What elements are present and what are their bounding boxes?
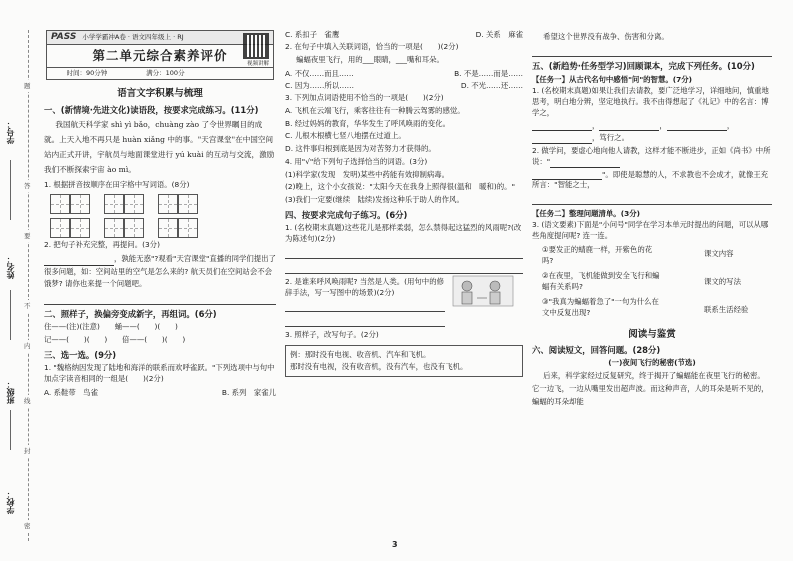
option-a[interactable]: A. 不仅……而且……: [285, 68, 354, 78]
student-id-label: 学号：: [6, 120, 15, 144]
q3-1-prompt: 1. "魏格纳因发现了陆地和海洋的联系而欢呼雀跃。"下列选项中与句中加点字读音相同的一组是( )(2分): [44, 363, 275, 383]
seal-char: 线: [24, 395, 31, 407]
match-left-item[interactable]: ②在夜里，飞机能做到安全飞行和蝙蝠有关系吗?: [542, 270, 660, 291]
exam-meta: [47, 67, 273, 79]
option-b[interactable]: B. 系列 家雀儿: [221, 387, 276, 397]
seal-char: 题: [24, 80, 31, 92]
cut-line: [28, 30, 29, 541]
answer-box-group[interactable]: [158, 218, 198, 238]
question-6-heading: 六、阅读短文，回答问题。(28分): [532, 344, 661, 355]
reading-section-title: 阅读与鉴赏: [628, 328, 676, 340]
question-5-heading: 五、(新趋势·任务型学习)回顾课本，完成下列任务。(10分): [532, 60, 755, 71]
question-1-heading: 一、(新情境·先进文化)读语段，按要求完成练习。(11分): [44, 104, 259, 115]
seal-char: 要: [24, 230, 31, 242]
answer-box-group[interactable]: [158, 194, 198, 214]
answer-line[interactable]: [44, 293, 276, 305]
example-line: 例：那时没有电视、收音机、汽车和飞机。: [290, 350, 431, 359]
match-right-item[interactable]: 课文的写法: [704, 276, 741, 286]
name-field[interactable]: [10, 290, 11, 340]
option-d[interactable]: D. 关系 麻雀: [475, 30, 523, 39]
q3-4-prompt: 4. 用"√"给下列句子选择恰当的词语。(3分): [285, 156, 428, 166]
q3-2-prompt: 2. 在句子中填入关联词语，恰当的一项是( )(2分): [285, 42, 459, 52]
answer-blank[interactable]: [532, 123, 592, 131]
qr-caption: 视频讲解: [246, 61, 269, 67]
options: [285, 81, 523, 90]
seal-char: 内: [24, 340, 31, 352]
series-bar: [47, 31, 273, 45]
t1-2-prompt: 2. 做学问，要虚心地向他人请教，这样才能不断进步，正如《尚书》中所说：": [532, 146, 771, 166]
answer-box-group[interactable]: [104, 194, 144, 214]
q1-1-prompt: 1. 根据拼音按顺序在田字格中写词语。(8分): [44, 179, 190, 189]
example-box: [285, 345, 523, 377]
q4-item[interactable]: (1)科学家(发现 发明)某些中药能有效抑制病毒。: [285, 169, 450, 179]
answer-box-group[interactable]: [50, 194, 90, 214]
seal-char: 不: [24, 300, 31, 312]
option-d[interactable]: D. 这件事归根到底是因为对苦努力才获得的。: [285, 144, 436, 154]
options: [44, 388, 276, 397]
q3-3-prompt: 3. 下列加点词语使用不恰当的一项是( )(2分): [285, 93, 444, 103]
option-a[interactable]: A. 飞机在云端飞行，乘客往往有一种腾云驾雾的感觉。: [285, 105, 465, 115]
answer-line[interactable]: [532, 193, 772, 205]
binding-margin: [0, 0, 40, 561]
column-2: [285, 30, 523, 377]
option-c[interactable]: C. 系扣子 雀鹰: [285, 30, 340, 39]
qr-code-icon[interactable]: [243, 33, 269, 59]
s3-prompt: 3. 照样子，改写句子。(2分): [285, 330, 379, 340]
option-c[interactable]: C. 儿根木根横七竖八地摆在过道上。: [285, 131, 406, 141]
options: [285, 30, 523, 39]
t1-1-blanks: ， ， ，: [532, 121, 772, 132]
column-1: [44, 30, 276, 400]
column-3: [532, 30, 772, 410]
match-left-item[interactable]: ①要发正的蜻鹿一样，开紫色的花吗?: [542, 244, 653, 265]
question-4-heading: 四、按要求完成句子练习。(6分): [285, 209, 408, 220]
match-right-item[interactable]: 联系生活经验: [704, 304, 749, 314]
t1-2-cont: "。即使是聪慧的人，不求教也不会成才，就像王充所言："智能之士，: [532, 169, 768, 190]
q1-2-prompt: 2. 把句子补充完整，再提问。(3分): [44, 240, 160, 250]
example-line: 那时没有电视，没有收音机，没有汽车，也没有飞机。: [290, 361, 468, 371]
class-field[interactable]: [10, 410, 11, 450]
option-c[interactable]: C. 因为……所以……: [285, 80, 354, 90]
question-3-heading: 三、选一选。(9分): [44, 349, 117, 360]
match-left-item[interactable]: ③"我真为蝙蝠着急了"一句为什么在文中反复出现?: [542, 296, 659, 317]
pinyin-passage: 我国航天科学家 shì yì bǎo，chuàng zào 了令世界瞩目的成就。上天入地不再只是 huàn xiǎng 中的事。"天宫课堂"在中国空间站内正式开讲，宇航员与地面课堂进行 yú kuài 的互动与交流，激励我们不断探索宇宙 ào mì。: [44, 120, 275, 174]
t1-1-blanks: ，笃行之。: [532, 133, 772, 144]
seal-char: 封: [24, 445, 31, 457]
tianzige-grid: [50, 194, 276, 214]
answer-box-group[interactable]: [104, 218, 144, 238]
seal-char: 密: [24, 520, 31, 532]
exam-time: 时间：90分钟: [66, 69, 108, 78]
exam-score: 满分：100分: [146, 69, 185, 78]
option-b[interactable]: B. 经过妈妈的教育，华华发生了呼风唤雨的变化。: [285, 118, 450, 128]
student-id-field[interactable]: [10, 160, 11, 220]
q2-row[interactable]: 住——(注)(注意) 蛹——( )( ): [44, 322, 178, 332]
answer-blank[interactable]: [532, 172, 602, 180]
s1-prompt: 1. (名校期末真题)这些花儿是那样柔弱，怎么禁得起这猛烈的风雨呢?(改为陈述句)(2分): [285, 223, 522, 244]
reading-passage: 后来，科学家经过反复研究，终于揭开了蝙蝠能在夜里飞行的秘密。它一边飞，一边从嘴里发出超声波。而这种声音，人的耳朵是听不见的，蝙蝠的耳朵却能: [532, 371, 769, 406]
match-right-item[interactable]: 课文内容: [704, 248, 734, 258]
option-d[interactable]: D. 不光……还……: [460, 80, 523, 90]
option-b[interactable]: B. 不是……而是……: [454, 68, 523, 78]
continued-text: 希望这个世界没有战争、伤害和分离。: [543, 32, 669, 41]
task-2-heading: 【任务二】整理问题清单。(3分): [532, 209, 640, 219]
exam-title: 第二单元综合素养评价: [92, 48, 228, 64]
page-number: 3: [392, 540, 398, 549]
exam-header: [46, 30, 274, 80]
section-title: 语言文字积累与梳理: [117, 88, 203, 99]
q2-row[interactable]: 记——( )( ) 倍——( )( ): [44, 335, 186, 344]
answer-blank[interactable]: [667, 123, 727, 131]
answer-box-group[interactable]: [50, 218, 90, 238]
matching-exercise: [532, 245, 772, 323]
seal-char: 答: [24, 180, 31, 192]
series-name: 小学学霸冲A卷 · 语文四年级上 · RJ: [82, 33, 184, 42]
task-1-heading: 【任务一】从古代名句中感悟"问"的智慧。(7分): [532, 75, 693, 85]
answer-blank[interactable]: [44, 258, 114, 266]
option-a[interactable]: A. 系鞋带 鸟雀: [44, 387, 98, 397]
school-label: 学校：: [6, 490, 15, 514]
q4-item[interactable]: (2)晚上，这个小女孩说："太阳今天在我身上照得很(温和 暖和)的。": [285, 182, 515, 192]
answer-blank[interactable]: [599, 123, 659, 131]
tianzige-grid: [50, 218, 276, 238]
brand-logo: PASS: [51, 31, 77, 42]
answer-line[interactable]: [532, 45, 772, 57]
answer-blank[interactable]: [532, 136, 592, 144]
robot-illustration-icon: [447, 270, 519, 310]
answer-line[interactable]: [285, 300, 445, 312]
question-2-heading: 二、照样子，换偏旁变成新字，再组词。(6分): [44, 308, 217, 319]
q4-item[interactable]: (3)我们一定要(继续 陆续)发扬这种乐于助人的作风。: [285, 195, 464, 205]
t2-prompt: 3. (语文要素)下面是"小问号"同学在学习本单元时提出的问题，可以从哪些角度提问呢? 连一连。: [532, 220, 769, 241]
options: [285, 69, 523, 78]
name-label: 姓名：: [6, 255, 15, 279]
q3-2-sentence[interactable]: 蝙蝠夜里飞行，用的___眼睛，___嘴和耳朵。: [296, 54, 444, 64]
passage-title: (一)夜间飞行的秘密(节选): [608, 358, 696, 368]
class-label: 班级：: [6, 380, 15, 404]
answer-line[interactable]: [285, 247, 523, 259]
s2-prompt: 2. 是谁来呼风唤雨呢? 当然是人类。(用句中的修辞手法，写一写图中的场景)(2分): [285, 276, 444, 297]
q1-2-text: ，孰能无惑"?观看"天宫课堂"直播的同学们提出了很多问题，如：空间站里的空气是怎么来的? 航天员们在空间站会不会饿梦? 请你也来提一个问题吧。: [44, 254, 276, 289]
answer-blank[interactable]: [550, 160, 620, 168]
answer-line[interactable]: [285, 315, 445, 327]
t1-1-prompt: 1. (名校期末真题)如果让我们去请教，要广泛地学习，详细地问，慎重地思考，明白地分辨，坚定地执行。我不由得想起了《礼记》中的名言：博学之，: [532, 86, 769, 117]
